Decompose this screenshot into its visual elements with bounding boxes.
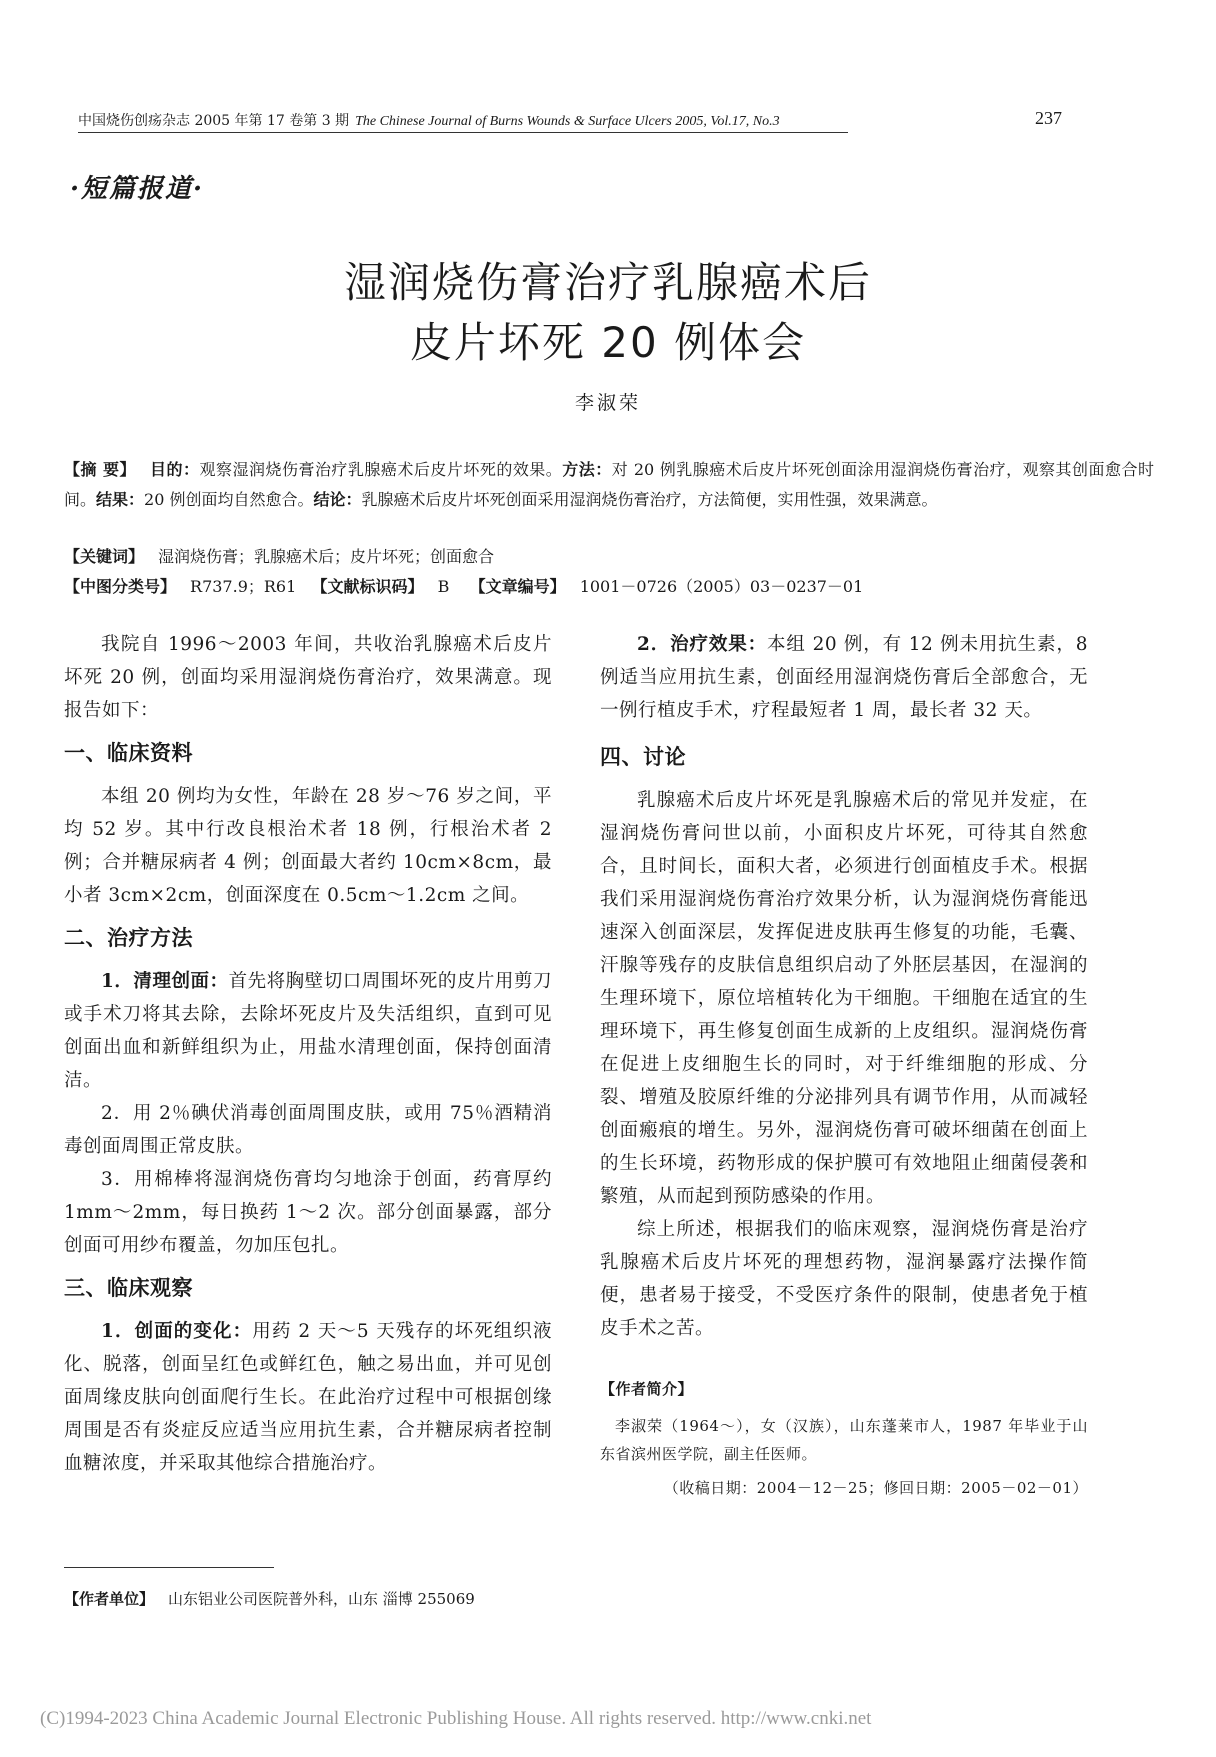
bio-label: 【作者简介】 <box>600 1380 694 1398</box>
header-rule <box>78 132 848 133</box>
footnote-rule <box>64 1567 274 1568</box>
keywords-label: 【关键词】 <box>64 547 145 566</box>
abstract-conclusion: 乳腺癌术后皮片坏死创面采用湿润烧伤膏治疗，方法简便，实用性强，效果满意。 <box>361 490 938 509</box>
received-dates: （收稿日期：2004－12－25；修回日期：2005－02－01） <box>663 1479 1088 1497</box>
article-no-value: 1001－0726（2005）03－0237－01 <box>579 577 864 596</box>
section-tag: ·短篇报道· <box>70 174 205 204</box>
article-no-label: 【文章编号】 <box>469 577 566 596</box>
copyright-footer: (C)1994-2023 China Academic Journal Electronic Publishing House. All rights reserved. http://www.cnki.net <box>40 1708 872 1729</box>
abstract-conclusion-label: 结论： <box>313 490 362 509</box>
left-column <box>64 628 552 1480</box>
page-number: 237 <box>1035 108 1062 128</box>
keywords-text: 湿润烧伤膏；乳腺癌术后；皮片坏死；创面愈合 <box>158 547 495 566</box>
heading-treatment: 二、治疗方法 <box>64 926 193 950</box>
treatment-step-1: 1．清理创面：首先将胸壁切口周围坏死的皮片用剪刀或手术刀将其去除，去除坏死皮片及失活组织，直到可见创面出血和新鲜组织为止，用盐水清理创面，保持创面清洁。 <box>64 971 552 1091</box>
abstract <box>64 455 1154 515</box>
observation-2: 2．治疗效果：本组 20 例，有 12 例未用抗生素，8 例适当应用抗生素，创面经用湿润烧伤膏后全部愈合，无一例行植皮手术，疗程最短者 1 周，最长者 32 天。 <box>600 634 1089 721</box>
title-line-2: 皮片坏死 20 例体会 <box>409 318 807 367</box>
clc-value: R737.9；R61 <box>190 577 297 596</box>
abstract-label: 【摘 要】 <box>64 460 137 479</box>
abstract-purpose-label: 目的： <box>150 460 200 479</box>
doc-code-value: B <box>437 577 450 596</box>
author: 李淑荣 <box>574 392 641 414</box>
abstract-result: 20 例创面均自然愈合。 <box>144 490 314 509</box>
affiliation-text: 山东铝业公司医院普外科，山东 淄博 255069 <box>168 1590 475 1608</box>
right-column <box>600 628 1088 1505</box>
treatment-step-3: 3．用棉棒将湿润烧伤膏均匀地涂于创面，药膏厚约 1mm～2mm，每日换药 1～2 次。部分创面暴露，部分创面可用纱布覆盖，勿加压包扎。 <box>64 1169 552 1256</box>
observation-1: 1．创面的变化：用药 2 天～5 天残存的坏死组织液化、脱落，创面呈红色或鲜红色，触之易出血，并可见创面周缘皮肤向创面爬行生长。在此治疗过程中可根据创缘周围是否有炎症反应适当应用抗生素，合并糖尿病者控制血糖浓度，并采取其他综合措施治疗。 <box>64 1321 553 1474</box>
author-affiliation <box>64 1588 475 1609</box>
heading-discussion: 四、讨论 <box>600 745 686 769</box>
discussion-paragraph-2: 综上所述，根据我们的临床观察，湿润烧伤膏是治疗乳腺癌术后皮片坏死的理想药物，湿润暴露疗法操作简便，患者易于接受，不受医疗条件的限制，使患者免于植皮手术之苦。 <box>600 1219 1088 1339</box>
discussion-paragraph-1: 乳腺癌术后皮片坏死是乳腺癌术后的常见并发症，在湿润烧伤膏问世以前，小面积皮片坏死，可待其自然愈合，且时间长，面积大者，必须进行创面植皮手术。根据我们采用湿润烧伤膏治疗效果分析，认为湿润烧伤膏能迅速深入创面深层，发挥促进皮肤再生修复的功能，毛囊、汗腺等残存的皮肤信息组织启动了外胚层基因，在湿润的生理环境下，原位培植转化为干细胞。干细胞在适宜的生理环境下，再生修复创面生成新的上皮组织。湿润烧伤膏在促进上皮细胞生长的同时，对于纤维细胞的形成、分裂、增殖及胶原纤维的分泌排列具有调节作用，从而减轻创面瘢痕的增生。另外，湿润烧伤膏可破坏细菌在创面上的生长环境，药物形成的保护膜可有效地阻止细菌侵袭和繁殖，从而起到预防感染的作用。 <box>600 790 1088 1207</box>
abstract-result-label: 结果： <box>96 490 145 509</box>
bio-text: 李淑荣（1964～），女（汉族），山东蓬莱市人，1987 年毕业于山东省滨州医学院，副主任医师。 <box>600 1417 1088 1463</box>
title-line-1: 湿润烧伤膏治疗乳腺癌术后 <box>343 258 872 307</box>
keywords <box>64 542 1154 572</box>
abstract-purpose: 观察湿润烧伤膏治疗乳腺癌术后皮片坏死的效果。 <box>199 460 563 479</box>
heading-observation: 三、临床观察 <box>64 1276 193 1300</box>
heading-clinical-data: 一、临床资料 <box>64 741 193 765</box>
journal-cn: 中国烧伤创疡杂志 2005 年第 17 卷第 3 期 <box>78 113 350 129</box>
doc-code-label: 【文献标识码】 <box>311 577 424 596</box>
journal-en: The Chinese Journal of Burns Wounds & Surface Ulcers 2005, Vol.17, No.3 <box>355 114 780 129</box>
running-header <box>78 110 780 130</box>
abstract-method: 对 20 例乳腺癌术后皮片坏死创面涂用湿润烧伤膏治疗，观察其创面愈合时间。 <box>64 460 1154 509</box>
classification <box>64 572 1154 602</box>
abstract-method-label: 方法： <box>562 460 612 479</box>
intro-paragraph: 我院自 1996～2003 年间，共收治乳腺癌术后皮片坏死 20 例，创面均采用湿润烧伤膏治疗，效果满意。现报告如下： <box>64 634 552 721</box>
treatment-step-2: 2．用 2％碘伏消毒创面周围皮肤，或用 75％酒精消毒创面周围正常皮肤。 <box>64 1103 552 1157</box>
clc-label: 【中图分类号】 <box>64 577 177 596</box>
clinical-data-paragraph: 本组 20 例均为女性，年龄在 28 岁～76 岁之间，平均 52 岁。其中行改良根治术者 18 例，行根治术者 2 例；合并糖尿病者 4 例；创面最大者约 10cm×8cm，最小者 3cm×2cm，创面深度在 0.5cm～1.2cm 之间。 <box>64 786 552 906</box>
affiliation-label: 【作者单位】 <box>64 1590 155 1608</box>
